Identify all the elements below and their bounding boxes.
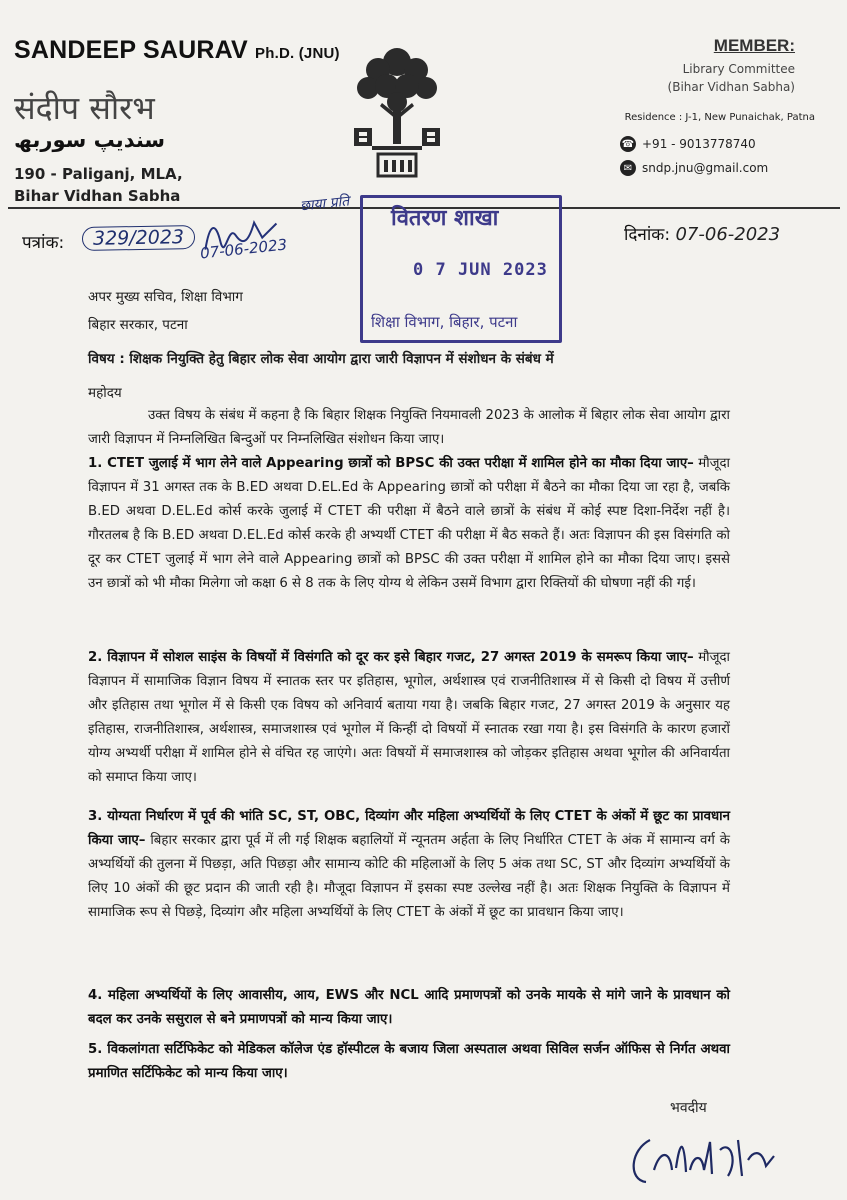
phone-row — [620, 136, 756, 152]
residence-address: Residence : J-1, New Punaichak, Patna — [624, 112, 815, 123]
mla-name-hindi: संदीप सौरभ — [14, 89, 155, 127]
point-1 — [88, 452, 730, 596]
patrank-label: पत्रांक: — [22, 233, 65, 253]
email-row — [620, 160, 768, 176]
constituency — [14, 163, 183, 207]
bihar-emblem-logo — [332, 36, 462, 200]
point-3-body: बिहार सरकार द्वारा पूर्व में ली गई शिक्षक बहालियों में न्यूनतम अर्हता के लिए निर्धारित CTET के अंक में सामान्य वर्ग के अभ्यर्थियों की तुलना में पिछड़ा, अति पिछड़ा और सामान्य कोटि की महिलाओं के लिए 5 अंक तथा SC, ST और दिव्यांग अभ्यर्थियों के लिए 10 अंकों की छूट प्रदान की जाती रही है। मौजूदा विज्ञापन में इसका स्पष्ट उल्लेख नहीं है। अतः शिक्षक नियुक्ति के विज्ञापन में सामाजिक रूप से पिछड़े, दिव्यांग और महिला अभ्यर्थियों के लिए CTET के अंकों में छूट का प्रावधान किया जाए। — [88, 833, 730, 920]
dinank-label: दिनांक: — [624, 225, 671, 245]
recipient-line-1: अपर मुख्य सचिव, शिक्षा विभाग — [88, 289, 243, 305]
date-line — [624, 222, 780, 245]
member-heading: MEMBER: — [713, 36, 795, 55]
degree: Ph.D. (JNU) — [255, 45, 340, 62]
email-icon: ✉ — [620, 160, 636, 176]
constituency-line-2: Bihar Vidhan Sabha — [14, 187, 181, 205]
point-1-body: मौजूदा विज्ञापन में 31 अगस्त तक के B.ED अथवा D.EL.Ed के Appearing छात्रों को परीक्षा में बैठने का मौका दिया जा रहा है, जबकि B.ED अथवा D.EL.Ed कोर्स करके जुलाई में CTET की परीक्षा में बैठने वाले छात्रों के संबंध में कोई स्पष्ट दिशा-निर्देश नहीं है। गौरतलब है कि B.ED अथवा D.EL.Ed कोर्स करके ही अभ्यर्थी CTET की परीक्षा में बैठ सकते हैं। अतः विज्ञापन की इस विसंगति को दूर कर CTET जुलाई में भाग लेने वाले Appearing छात्रों को BPSC की उक्त परीक्षा में शामिल होने का मौका दिया जाए। इससे उन छात्रों को भी मौका मिलेगा जो कक्षा 6 से 8 तक के लिए योग्य थे लेकिन उसमें विभाग द्वारा रिक्तियों की घोषणा नहीं की गई। — [88, 456, 731, 591]
dinank-value: 07-06-2023 — [675, 224, 781, 245]
handwritten-date: 07-06-2023 — [199, 235, 288, 263]
member-house: (Bihar Vidhan Sabha) — [667, 80, 795, 94]
stamp-office: शिक्षा विभाग, बिहार, पटना — [371, 313, 518, 331]
recipient-line-2: बिहार सरकार, पटना — [88, 317, 188, 333]
point-2-heading: 2. विज्ञापन में सोशल साइंस के विषयों में विसंगति को दूर कर इसे बिहार गजट, 27 अगस्त 2019 के समरूप किया जाए– — [88, 650, 694, 665]
point-3-heading: 3. योग्यता निर्धारण में पूर्व की भांति SC, ST, OBC, दिव्यांग और महिला अभ्यर्थियों के लिए CTET के अंकों में छूट का प्रावधान किया जाए– — [88, 809, 730, 848]
handwritten-signature — [620, 1120, 790, 1194]
closing-bhavdiya: भवदीय — [670, 1100, 707, 1116]
constituency-line-1: 190 - Paliganj, MLA, — [14, 165, 183, 183]
email-address: sndp.jnu@gmail.com — [642, 161, 769, 175]
member-committee: Library Committee — [682, 62, 795, 76]
name-text: SANDEEP SAURAV — [14, 36, 248, 64]
point-4-heading: 4. महिला अभ्यर्थियों के लिए आवासीय, आय, EWS और NCL आदि प्रमाणपत्रों को उनके मायके से मांगे जाने के प्रावधान को बदल कर उनके ससुराल से बने प्रमाणपत्रों को मान्य किया जाए। — [88, 988, 730, 1027]
phone-number: +91 - 9013778740 — [642, 137, 756, 151]
point-5 — [88, 1038, 730, 1086]
subject-line: विषय : शिक्षक नियुक्ति हेतु बिहार लोक सेवा आयोग द्वारा जारी विज्ञापन में संशोधन के संबंध में — [88, 351, 554, 367]
stamp-department: वितरण शाखा — [391, 206, 499, 231]
point-3 — [88, 805, 730, 925]
point-5-heading: 5. विकलांगता सर्टिफिकेट को मेडिकल कॉलेज एंड हॉस्पीटल के बजाय जिला अस्पताल अथवा सिविल सर्जन ऑफिस से निर्गत अथवा प्रमाणित सर्टिफिकेट को मान्य किया जाए। — [88, 1042, 730, 1081]
stamp-date: 0 7 JUN 2023 — [413, 260, 548, 280]
intro-paragraph: उक्त विषय के संबंध में कहना है कि बिहार शिक्षक नियुक्ति नियमावली 2023 के आलोक में बिहार लोक सेवा आयोग द्वारा जारी विज्ञापन में निम्नलिखित बिन्दुओं पर निम्नलिखित संशोधन किया जाए। — [88, 408, 730, 447]
mla-name-urdu: سندیپ سوربھ — [14, 128, 166, 152]
point-2 — [88, 646, 730, 790]
phone-icon: ☎ — [620, 136, 636, 152]
salutation: महोदय — [88, 385, 122, 401]
mla-name-english — [14, 36, 340, 65]
point-4 — [88, 984, 730, 1032]
point-1-heading: 1. CTET जुलाई में भाग लेने वाले Appearing छात्रों को BPSC की उक्त परीक्षा में शामिल होने का मौका दिया जाए– — [88, 456, 694, 471]
handwritten-note: छाया प्रति — [299, 193, 350, 215]
point-2-body: मौजूदा विज्ञापन में सामाजिक विज्ञान विषय में स्नातक स्तर पर इतिहास, भूगोल, अर्थशास्त्र एवं राजनीतिशास्त्र में से किसी दो विषय में उत्तीर्ण और इतिहास तथा भूगोल में से किसी एक विषय को अनिवार्य बताया गया है। जबकि बिहार गजट, 27 अगस्त 2019 के अनुसार यह इतिहास, राजनीतिशास्त्र, अर्थशास्त्र, समाजशास्त्र एवं भूगोल में किन्हीं दो विषयों में स्नातक रखा गया है। इस विसंगति के कारण हजारों योग्य अभ्यर्थी परीक्षा में शामिल होने से वंचित रह जाएंगे। अतः विषयों में समाजशास्त्र को जोड़कर इतिहास अथवा भूगोल की अनिवार्यता को समाप्त किया जाए। — [88, 650, 730, 785]
patrank-number: 329/2023 — [82, 225, 195, 251]
